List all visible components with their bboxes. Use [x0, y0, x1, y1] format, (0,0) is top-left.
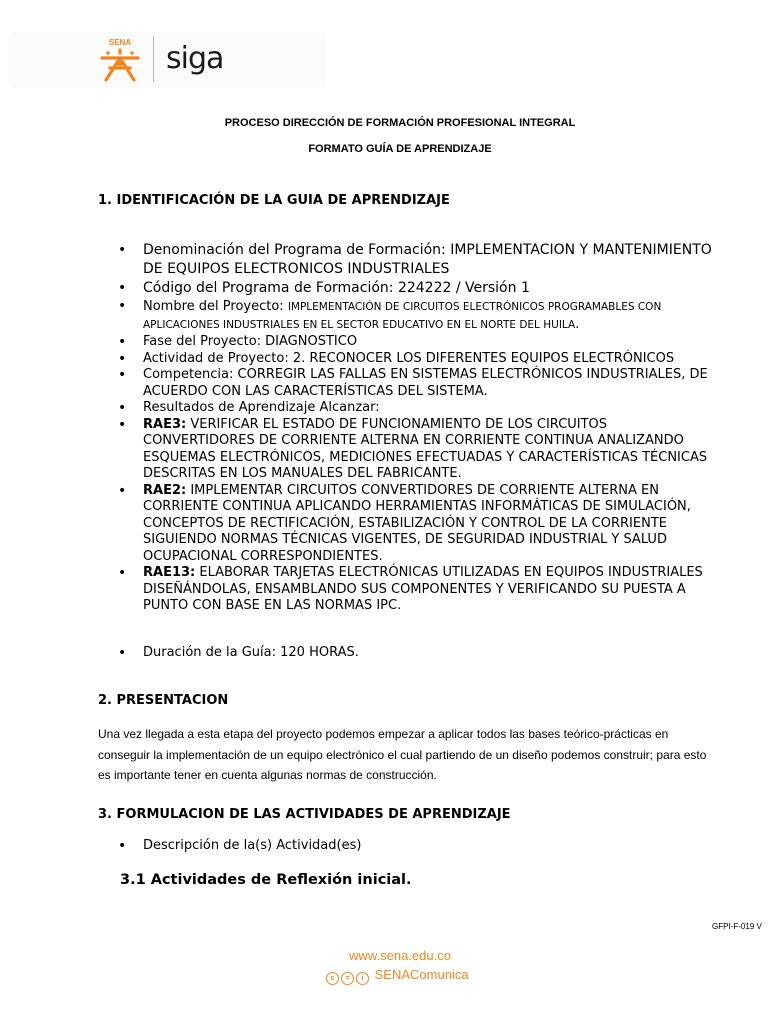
rae3-text: VERIFICAR EL ESTADO DE FUNCIONAMIENTO DE LOS CIRCUITOS CONVERTIDORES DE CORRIENTE ALTERNA EN CORRIENTE CONTINUA ANALIZANDO ESQUEMAS ELECTRÓNICOS, MEDICIONES EFECTUADAS Y CARACTERÍSTICAS TÉCNICAS DESCRITAS EN LOS MANUALES DEL FABRICANTE.	[143, 416, 708, 481]
section-1-heading: 1. IDENTIFICACIÓN DE LA GUIA DE APRENDIZAJE	[98, 193, 450, 208]
document-format-title: FORMATO GUÍA DE APRENDIZAJE	[308, 143, 492, 155]
list-item	[118, 334, 718, 351]
list-item	[118, 241, 718, 279]
activity-description	[118, 838, 518, 856]
list-item	[118, 351, 718, 368]
document-process-title: PROCESO DIRECCIÓN DE FORMACIÓN PROFESIONAL INTEGRAL	[224, 117, 576, 129]
footer-social-handle: SENAComunica	[374, 967, 469, 982]
list-item	[118, 367, 718, 400]
form-code: GFPI-F-019 V	[712, 922, 762, 931]
presentation-paragraph: Una vez llegada a esta etapa del proyecto podemos empezar a aplicar todos las bases teórico-prácticas en conseguir la implementación de un equipo electrónico el cual partiendo de un diseño podemos construir; para esto es importante tener en cuenta algunas normas de construcción.	[98, 727, 707, 782]
project-phase: Fase del Proyecto: DIAGNOSTICO	[143, 334, 358, 349]
bullet-icon: •	[118, 838, 127, 854]
sena-logo	[96, 36, 144, 84]
rae13-text: ELABORAR TARJETAS ELECTRÓNICAS UTILIZADAS EN EQUIPOS INDUSTRIALES DISEÑÁNDOLAS, ENSAMBLANDO SUS COMPONENTES Y VERIFICANDO SU PUESTA A PUNTO CON BASE EN LAS NORMAS IPC.	[143, 565, 703, 613]
list-item	[118, 565, 718, 615]
project-activity: Actividad de Proyecto: 2. RECONOCER LOS DIFERENTES EQUIPOS ELECTRÓNICOS	[143, 350, 675, 366]
activity-description-text: Descripción de la(s) Actividad(es)	[143, 838, 362, 853]
footer-social[interactable]	[326, 967, 469, 985]
logo-divider	[153, 36, 154, 82]
list-item	[118, 279, 718, 298]
siga-logo-text: siga	[166, 41, 224, 76]
bullet-icon: •	[118, 645, 127, 661]
rae2-label: RAE2:	[143, 482, 187, 498]
rae13-label: RAE13:	[143, 565, 196, 580]
learning-results-label: Resultados de Aprendizaje Alcanzar:	[143, 400, 380, 415]
siga-logo	[164, 38, 244, 78]
competency: Competencia: CORREGIR LAS FALLAS EN SISTEMAS ELECTRÓNICOS INDUSTRIALES, DE ACUERDO CON LAS CARACTERÍSTICAS DEL SISTEMA.	[143, 367, 708, 399]
section-3-heading: 3. FORMULACION DE LAS ACTIVIDADES DE APRENDIZAJE	[98, 807, 511, 822]
list-item	[118, 298, 718, 334]
list-item	[118, 400, 718, 417]
identification-list	[118, 241, 718, 615]
guide-duration-text: Duración de la Guía: 120 HORAS.	[143, 645, 359, 660]
rae2-text: IMPLEMENTAR CIRCUITOS CONVERTIDORES DE CORRIENTE ALTERNA EN CORRIENTE CONTINUA APLICANDO HERRAMIENTAS INFORMÁTICAS DE SIMULACIÓN, CONCEPTOS DE RECTIFICACIÓN, ESTABILIZACIÓN Y CONTROL DE LA CORRIENTE SIGUIENDO NORMAS TÉCNICAS VIGENTES, DE SEGURIDAD INDUSTRIAL Y SALUD OCUPACIONAL CORRESPONDIENTES.	[143, 482, 691, 564]
no-derivatives-icon: =	[341, 972, 354, 985]
section-2-heading: 2. PRESENTACION	[98, 693, 229, 708]
rae3-label: RAE3:	[143, 416, 187, 432]
creative-commons-icon: c	[326, 972, 339, 985]
guide-duration	[118, 645, 518, 663]
project-name-period: .	[575, 317, 580, 332]
footer-website-link[interactable]: www.sena.edu.co	[349, 948, 451, 963]
program-code: Código del Programa de Formación: 224222 / Versión 1	[143, 280, 530, 296]
program-name: Denominación del Programa de Formación: IMPLEMENTACION Y MANTENIMIENTO DE EQUIPOS ELECTRONICOS INDUSTRIALES	[143, 242, 712, 277]
attribution-icon: i	[356, 972, 369, 985]
project-name: IMPLEMENTACIÓN DE CIRCUITOS ELECTRÓNICOS PROGRAMABLES CON APLICACIONES INDUSTRIALES EN EL SECTOR EDUCATIVO EN EL NORTE DEL HUILA	[143, 301, 662, 331]
list-item	[118, 483, 718, 566]
list-item	[118, 417, 718, 483]
sena-logo-text: SENA	[108, 38, 132, 47]
project-name-label: Nombre del Proyecto:	[143, 299, 288, 314]
subsection-3-1-heading: 3.1 Actividades de Reflexión inicial.	[120, 872, 412, 888]
